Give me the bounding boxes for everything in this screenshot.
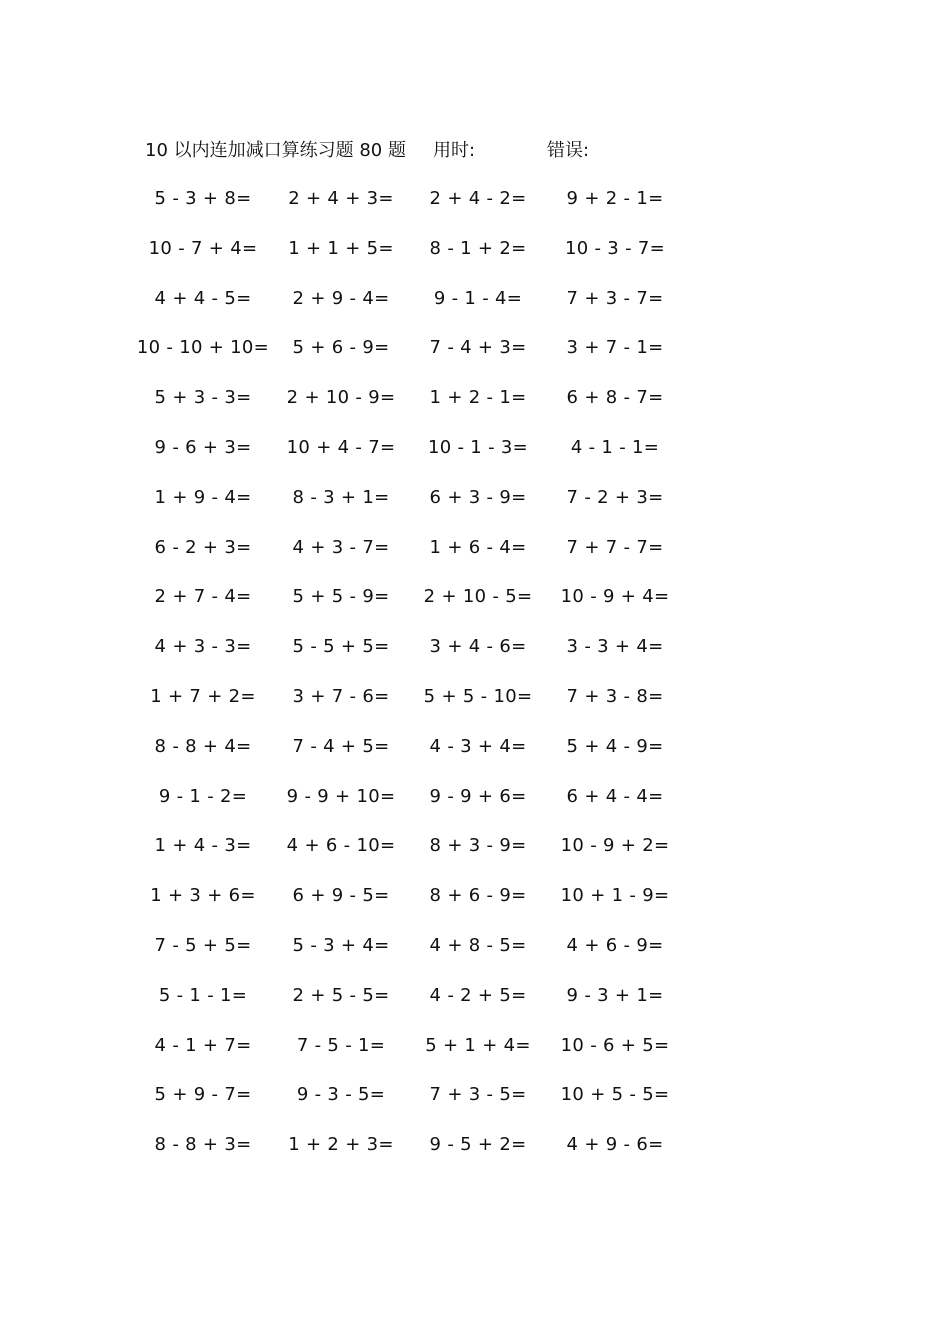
problem-item: 7 + 7 - 7= <box>566 536 664 558</box>
problem-item: 4 - 3 + 4= <box>429 735 527 757</box>
problem-item: 6 + 4 - 4= <box>566 785 664 807</box>
problem-item: 8 - 3 + 1= <box>292 486 390 508</box>
problem-item: 4 + 6 - 9= <box>566 934 664 956</box>
problem-row <box>0 236 950 286</box>
problem-item: 1 + 7 + 2= <box>150 685 256 707</box>
problem-row <box>0 485 950 535</box>
problem-item: 7 - 5 + 5= <box>154 934 252 956</box>
problem-item: 5 + 1 + 4= <box>425 1034 531 1056</box>
problem-item: 9 - 9 + 6= <box>429 785 527 807</box>
problem-item: 7 - 4 + 5= <box>292 735 390 757</box>
problem-item: 8 - 8 + 3= <box>154 1134 252 1156</box>
problem-item: 1 + 9 - 4= <box>154 486 252 508</box>
problem-item: 9 - 1 - 4= <box>433 287 523 309</box>
problem-item: 8 - 8 + 4= <box>154 735 252 757</box>
problem-item: 10 - 9 + 2= <box>560 835 670 857</box>
worksheet-title: 10 以内连加减口算练习题 80 题 <box>145 140 406 161</box>
problem-row <box>0 883 950 933</box>
problem-item: 3 + 7 - 6= <box>292 685 390 707</box>
problem-item: 10 + 5 - 5= <box>560 1084 670 1106</box>
problem-item: 1 + 3 + 6= <box>150 885 256 907</box>
problem-row <box>0 734 950 784</box>
problem-row <box>0 535 950 585</box>
problem-item: 3 + 7 - 1= <box>566 337 664 359</box>
problem-item: 4 - 1 + 7= <box>154 1034 252 1056</box>
problem-row <box>0 186 950 236</box>
problem-item: 9 + 2 - 1= <box>566 188 664 209</box>
problem-row <box>0 435 950 485</box>
problem-item: 7 + 3 - 7= <box>566 287 664 309</box>
problem-item: 1 + 1 + 5= <box>288 237 394 259</box>
worksheet-header <box>0 138 950 164</box>
problem-item: 9 - 9 + 10= <box>286 785 396 807</box>
problem-row <box>0 335 950 385</box>
problem-item: 1 + 6 - 4= <box>429 536 527 558</box>
problem-item: 6 + 9 - 5= <box>292 885 390 907</box>
problem-item: 2 + 10 - 9= <box>286 387 396 409</box>
problem-item: 7 - 5 - 1= <box>296 1034 386 1056</box>
problem-row <box>0 1033 950 1083</box>
problem-item: 2 + 10 - 5= <box>423 586 533 608</box>
problem-item: 4 + 8 - 5= <box>429 934 527 956</box>
problem-row <box>0 1132 950 1182</box>
problem-item: 10 - 7 + 4= <box>148 237 258 259</box>
problem-item: 2 + 9 - 4= <box>292 287 390 309</box>
problem-item: 5 - 1 - 1= <box>158 984 248 1006</box>
problem-item: 5 - 3 + 4= <box>292 934 390 956</box>
problem-item: 8 - 1 + 2= <box>429 237 527 259</box>
problem-item: 4 - 1 - 1= <box>570 436 660 458</box>
problem-item: 10 - 3 - 7= <box>564 237 666 259</box>
problem-row <box>0 634 950 684</box>
problem-item: 10 - 9 + 4= <box>560 586 670 608</box>
problem-item: 5 + 4 - 9= <box>566 735 664 757</box>
problem-item: 9 - 1 - 2= <box>158 785 248 807</box>
problem-item: 1 + 2 + 3= <box>288 1134 394 1156</box>
problem-item: 9 - 5 + 2= <box>429 1134 527 1156</box>
problem-item: 9 - 6 + 3= <box>154 436 252 458</box>
problem-item: 1 + 2 - 1= <box>429 387 527 409</box>
problem-item: 7 + 3 - 5= <box>429 1084 527 1106</box>
problem-item: 6 - 2 + 3= <box>154 536 252 558</box>
problem-item: 3 - 3 + 4= <box>566 636 664 658</box>
problem-item: 5 - 5 + 5= <box>292 636 390 658</box>
problem-item: 10 - 6 + 5= <box>560 1034 670 1056</box>
problem-item: 2 + 5 - 5= <box>292 984 390 1006</box>
problem-grid <box>0 186 950 1182</box>
problem-item: 4 + 6 - 10= <box>286 835 396 857</box>
problem-row <box>0 684 950 734</box>
problem-item: 1 + 4 - 3= <box>154 835 252 857</box>
problem-row <box>0 286 950 336</box>
problem-item: 10 - 1 - 3= <box>427 436 529 458</box>
problem-item: 4 + 4 - 5= <box>154 287 252 309</box>
problem-row <box>0 933 950 983</box>
problem-item: 10 - 10 + 10= <box>136 337 270 359</box>
problem-item: 6 + 3 - 9= <box>429 486 527 508</box>
problem-item: 5 - 3 + 8= <box>154 188 252 209</box>
problem-item: 3 + 4 - 6= <box>429 636 527 658</box>
problem-item: 5 + 6 - 9= <box>292 337 390 359</box>
problem-item: 10 + 1 - 9= <box>560 885 670 907</box>
problem-row <box>0 784 950 834</box>
problem-item: 8 + 6 - 9= <box>429 885 527 907</box>
time-used-label: 用时: <box>433 140 476 161</box>
problem-item: 5 + 5 - 9= <box>292 586 390 608</box>
problem-item: 8 + 3 - 9= <box>429 835 527 857</box>
problem-row <box>0 584 950 634</box>
problem-item: 5 + 9 - 7= <box>154 1084 252 1106</box>
problem-item: 4 + 9 - 6= <box>566 1134 664 1156</box>
problem-item: 4 + 3 - 3= <box>154 636 252 658</box>
problem-item: 2 + 4 + 3= <box>288 188 394 209</box>
problem-item: 7 - 4 + 3= <box>429 337 527 359</box>
problem-item: 6 + 8 - 7= <box>566 387 664 409</box>
problem-item: 9 - 3 - 5= <box>296 1084 386 1106</box>
problem-item: 7 - 2 + 3= <box>566 486 664 508</box>
problem-item: 5 + 3 - 3= <box>154 387 252 409</box>
problem-row <box>0 385 950 435</box>
problem-item: 5 + 5 - 10= <box>423 685 533 707</box>
problem-item: 9 - 3 + 1= <box>566 984 664 1006</box>
problem-row <box>0 833 950 883</box>
problem-row <box>0 983 950 1033</box>
problem-row <box>0 1082 950 1132</box>
error-count-label: 错误: <box>547 140 590 161</box>
problem-item: 2 + 7 - 4= <box>154 586 252 608</box>
problem-item: 4 - 2 + 5= <box>429 984 527 1006</box>
problem-item: 10 + 4 - 7= <box>286 436 396 458</box>
problem-item: 4 + 3 - 7= <box>292 536 390 558</box>
problem-item: 2 + 4 - 2= <box>429 188 527 209</box>
problem-item: 7 + 3 - 8= <box>566 685 664 707</box>
